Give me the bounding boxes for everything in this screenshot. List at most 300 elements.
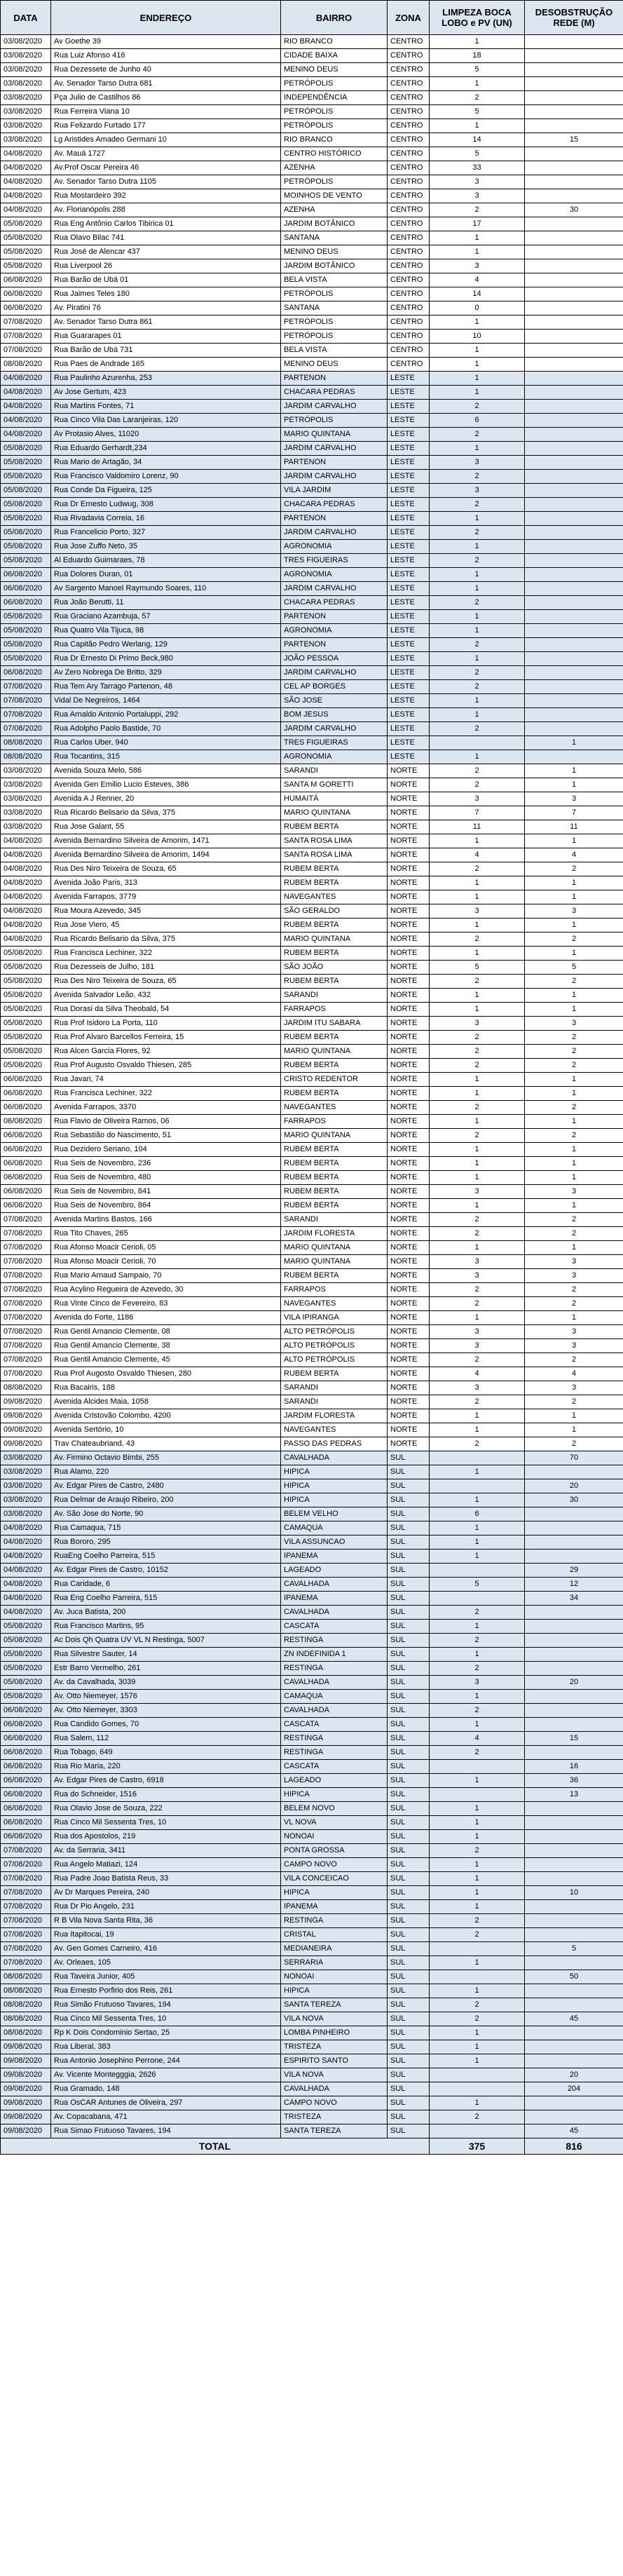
row-unclogging-meters bbox=[525, 344, 623, 358]
table-row bbox=[1, 596, 623, 610]
row-date: 05/08/2020 bbox=[1, 512, 51, 526]
table-row bbox=[1, 2012, 623, 2026]
row-cleaning-count: 10 bbox=[430, 330, 525, 344]
row-address: Ac Dois Qh Quatra UV VL N Restinga, 5007 bbox=[51, 1634, 281, 1648]
row-date: 05/08/2020 bbox=[1, 231, 51, 245]
row-cleaning-count: 1 bbox=[430, 1311, 525, 1325]
row-zone: LESTE bbox=[388, 666, 430, 680]
row-neighborhood: BELA VISTA bbox=[281, 344, 388, 358]
row-unclogging-meters: 5 bbox=[525, 1942, 623, 1956]
table-row bbox=[1, 624, 623, 638]
row-neighborhood: AZENHA bbox=[281, 203, 388, 217]
row-neighborhood: HIPICA bbox=[281, 1788, 388, 1802]
row-cleaning-count: 2 bbox=[430, 1844, 525, 1858]
row-unclogging-meters: 2 bbox=[525, 933, 623, 947]
row-zone: SUL bbox=[388, 1788, 430, 1802]
row-address: Al Eduardo Guimaraes, 78 bbox=[51, 554, 281, 568]
row-address: Av. Piratini 76 bbox=[51, 301, 281, 316]
row-zone: LESTE bbox=[388, 652, 430, 666]
row-cleaning-count bbox=[430, 1942, 525, 1956]
table-row bbox=[1, 610, 623, 624]
row-date: 08/08/2020 bbox=[1, 358, 51, 372]
row-date: 06/08/2020 bbox=[1, 1087, 51, 1101]
row-address: Rua Padre Joao Batista Reus, 33 bbox=[51, 1872, 281, 1886]
header-endereco: ENDEREÇO bbox=[51, 1, 281, 35]
row-date: 03/08/2020 bbox=[1, 792, 51, 806]
row-date: 06/08/2020 bbox=[1, 273, 51, 287]
row-cleaning-count: 18 bbox=[430, 49, 525, 63]
row-cleaning-count: 1 bbox=[430, 1550, 525, 1564]
table-row bbox=[1, 456, 623, 470]
row-address: Rua Prof Augosto Osvaldo Thiesen, 280 bbox=[51, 1367, 281, 1381]
row-date: 09/08/2020 bbox=[1, 1395, 51, 1409]
row-cleaning-count: 14 bbox=[430, 133, 525, 147]
row-address: Rua dos Apostolos, 219 bbox=[51, 1830, 281, 1844]
row-address: Av. Edgar Pires de Castro, 6918 bbox=[51, 1774, 281, 1788]
row-zone: LESTE bbox=[388, 596, 430, 610]
row-neighborhood: JARDIM CARVALHO bbox=[281, 400, 388, 414]
row-neighborhood: JOÃO PESSOA bbox=[281, 652, 388, 666]
row-address: Rua Candido Gomes, 70 bbox=[51, 1718, 281, 1732]
row-unclogging-meters: 2 bbox=[525, 1101, 623, 1115]
row-cleaning-count: 1 bbox=[430, 1984, 525, 1998]
row-unclogging-meters: 13 bbox=[525, 1788, 623, 1802]
total-limpeza: 375 bbox=[430, 2138, 525, 2155]
row-cleaning-count: 2 bbox=[430, 554, 525, 568]
row-zone: NORTE bbox=[388, 933, 430, 947]
table-row bbox=[1, 231, 623, 245]
row-cleaning-count: 2 bbox=[430, 862, 525, 876]
row-neighborhood: JARDIM CARVALHO bbox=[281, 666, 388, 680]
row-neighborhood: PETRÓPOLIS bbox=[281, 330, 388, 344]
table-row bbox=[1, 722, 623, 736]
row-unclogging-meters: 3 bbox=[525, 792, 623, 806]
row-address: Av. Edgar Pires de Castro, 2480 bbox=[51, 1479, 281, 1493]
row-address: Rua Barão de Ubá 731 bbox=[51, 344, 281, 358]
row-zone: SUL bbox=[388, 1676, 430, 1690]
row-date: 07/08/2020 bbox=[1, 1844, 51, 1858]
row-zone: NORTE bbox=[388, 1409, 430, 1423]
row-address: Rua Simao Frutuoso Tavares, 194 bbox=[51, 2124, 281, 2138]
row-neighborhood: BOM JESUS bbox=[281, 708, 388, 722]
row-neighborhood: JARDIM CARVALHO bbox=[281, 722, 388, 736]
row-zone: SUL bbox=[388, 1564, 430, 1578]
row-cleaning-count: 2 bbox=[430, 428, 525, 442]
row-cleaning-count: 1 bbox=[430, 386, 525, 400]
row-neighborhood: FARRAPOS bbox=[281, 1003, 388, 1017]
row-neighborhood: SÃO JOÃO bbox=[281, 961, 388, 975]
row-address: R B Vila Nova Santa Rita, 36 bbox=[51, 1914, 281, 1928]
row-cleaning-count: 1 bbox=[430, 694, 525, 708]
row-date: 04/08/2020 bbox=[1, 1521, 51, 1536]
row-cleaning-count: 1 bbox=[430, 582, 525, 596]
row-address: Avenida Cristovão Colombo, 4200 bbox=[51, 1409, 281, 1423]
row-address: Rua Rivadavia Correia, 16 bbox=[51, 512, 281, 526]
row-address: Rp K Dois Condominio Sertao, 25 bbox=[51, 2026, 281, 2040]
row-date: 08/08/2020 bbox=[1, 736, 51, 750]
row-date: 06/08/2020 bbox=[1, 582, 51, 596]
row-zone: SUL bbox=[388, 1928, 430, 1942]
row-neighborhood: SARANDI bbox=[281, 989, 388, 1003]
row-unclogging-meters: 3 bbox=[525, 1017, 623, 1031]
row-cleaning-count: 1 bbox=[430, 1157, 525, 1171]
table-row bbox=[1, 1493, 623, 1507]
row-address: Av Jose Gertum, 423 bbox=[51, 386, 281, 400]
row-cleaning-count: 3 bbox=[430, 1325, 525, 1339]
row-unclogging-meters bbox=[525, 316, 623, 330]
row-zone: NORTE bbox=[388, 862, 430, 876]
row-unclogging-meters bbox=[525, 2110, 623, 2124]
row-address: Rua Taveira Junior, 405 bbox=[51, 1970, 281, 1984]
row-neighborhood: PETRÓPOLIS bbox=[281, 105, 388, 119]
row-zone: SUL bbox=[388, 2054, 430, 2068]
row-date: 07/08/2020 bbox=[1, 680, 51, 694]
table-row bbox=[1, 2026, 623, 2040]
row-neighborhood: PARTENON bbox=[281, 512, 388, 526]
row-cleaning-count bbox=[430, 1451, 525, 1465]
row-unclogging-meters: 15 bbox=[525, 133, 623, 147]
row-address: Rua Seis de Novembro, 480 bbox=[51, 1171, 281, 1185]
row-zone: NORTE bbox=[388, 1437, 430, 1451]
table-row bbox=[1, 161, 623, 175]
row-date: 05/08/2020 bbox=[1, 554, 51, 568]
row-date: 08/08/2020 bbox=[1, 1970, 51, 1984]
table-row bbox=[1, 2054, 623, 2068]
row-unclogging-meters: 50 bbox=[525, 1970, 623, 1984]
row-neighborhood: CASCATA bbox=[281, 1760, 388, 1774]
row-zone: SUL bbox=[388, 1521, 430, 1536]
row-address: Rua Rio Maria, 220 bbox=[51, 1760, 281, 1774]
row-neighborhood: AZENHA bbox=[281, 161, 388, 175]
row-unclogging-meters: 2 bbox=[525, 1045, 623, 1059]
row-unclogging-meters bbox=[525, 301, 623, 316]
row-address: Av. Florianópolis 288 bbox=[51, 203, 281, 217]
header-row bbox=[1, 1, 623, 35]
row-cleaning-count: 3 bbox=[430, 792, 525, 806]
row-cleaning-count: 1 bbox=[430, 1073, 525, 1087]
row-unclogging-meters: 2 bbox=[525, 975, 623, 989]
row-unclogging-meters: 16 bbox=[525, 1760, 623, 1774]
row-cleaning-count: 5 bbox=[430, 147, 525, 161]
row-zone: CENTRO bbox=[388, 63, 430, 77]
row-neighborhood: RESTINGA bbox=[281, 1634, 388, 1648]
row-date: 07/08/2020 bbox=[1, 722, 51, 736]
row-address: Vidal De Negreiros, 1464 bbox=[51, 694, 281, 708]
row-date: 06/08/2020 bbox=[1, 1101, 51, 1115]
row-zone: SUL bbox=[388, 1704, 430, 1718]
row-address: Avenida Gen Emilio Lucio Esteves, 386 bbox=[51, 778, 281, 792]
table-row bbox=[1, 1521, 623, 1536]
row-address: Rua Martins Fontes, 71 bbox=[51, 400, 281, 414]
table-row bbox=[1, 1353, 623, 1367]
table-row bbox=[1, 680, 623, 694]
row-zone: CENTRO bbox=[388, 189, 430, 203]
row-unclogging-meters bbox=[525, 428, 623, 442]
row-neighborhood: AGRONOMIA bbox=[281, 568, 388, 582]
table-row bbox=[1, 498, 623, 512]
row-cleaning-count: 1 bbox=[430, 2096, 525, 2110]
table-row bbox=[1, 175, 623, 189]
table-row bbox=[1, 540, 623, 554]
row-date: 03/08/2020 bbox=[1, 1465, 51, 1479]
table-row bbox=[1, 2082, 623, 2096]
row-date: 07/08/2020 bbox=[1, 316, 51, 330]
row-zone: NORTE bbox=[388, 806, 430, 820]
row-neighborhood: TRES FIGUEIRAS bbox=[281, 554, 388, 568]
row-date: 05/08/2020 bbox=[1, 624, 51, 638]
row-date: 04/08/2020 bbox=[1, 1550, 51, 1564]
table-row bbox=[1, 1045, 623, 1059]
row-address: Av. Edgar Pires de Castro, 10152 bbox=[51, 1564, 281, 1578]
row-address: Rua Conde Da Figueira, 125 bbox=[51, 484, 281, 498]
row-date: 03/08/2020 bbox=[1, 820, 51, 834]
table-row bbox=[1, 1536, 623, 1550]
row-unclogging-meters bbox=[525, 245, 623, 259]
row-unclogging-meters: 10 bbox=[525, 1886, 623, 1900]
table-row bbox=[1, 834, 623, 848]
table-row bbox=[1, 694, 623, 708]
row-cleaning-count: 3 bbox=[430, 1269, 525, 1283]
row-cleaning-count: 3 bbox=[430, 484, 525, 498]
table-row bbox=[1, 1606, 623, 1620]
table-row bbox=[1, 1297, 623, 1311]
table-row bbox=[1, 652, 623, 666]
row-zone: NORTE bbox=[388, 1269, 430, 1283]
row-zone: LESTE bbox=[388, 680, 430, 694]
table-row bbox=[1, 989, 623, 1003]
table-row bbox=[1, 484, 623, 498]
row-zone: SUL bbox=[388, 1536, 430, 1550]
row-unclogging-meters: 3 bbox=[525, 904, 623, 918]
table-row bbox=[1, 1157, 623, 1171]
row-cleaning-count: 33 bbox=[430, 161, 525, 175]
row-date: 09/08/2020 bbox=[1, 2054, 51, 2068]
row-address: Avenida Alcides Maia, 1058 bbox=[51, 1395, 281, 1409]
row-date: 08/08/2020 bbox=[1, 1984, 51, 1998]
row-cleaning-count: 1 bbox=[430, 1241, 525, 1255]
row-address: Rua Dr Ernesto Di Primo Beck,980 bbox=[51, 652, 281, 666]
table-row bbox=[1, 1213, 623, 1227]
row-unclogging-meters: 1 bbox=[525, 778, 623, 792]
row-address: Rua Jaimes Teles 180 bbox=[51, 287, 281, 301]
row-cleaning-count bbox=[430, 1788, 525, 1802]
row-cleaning-count: 1 bbox=[430, 2040, 525, 2054]
row-cleaning-count: 1 bbox=[430, 316, 525, 330]
row-zone: SUL bbox=[388, 2082, 430, 2096]
row-address: Rua Dolores Duran, 01 bbox=[51, 568, 281, 582]
row-address: Rua Simão Frutuoso Tavares, 194 bbox=[51, 1998, 281, 2012]
table-row bbox=[1, 1507, 623, 1521]
row-address: Rua Acylino Regueira de Azevedo, 30 bbox=[51, 1283, 281, 1297]
row-neighborhood: JARDIM ITU SABARA bbox=[281, 1017, 388, 1031]
row-date: 07/08/2020 bbox=[1, 1914, 51, 1928]
row-cleaning-count: 1 bbox=[430, 2054, 525, 2068]
row-unclogging-meters: 1 bbox=[525, 1199, 623, 1213]
row-cleaning-count bbox=[430, 2082, 525, 2096]
table-row bbox=[1, 1984, 623, 1998]
row-zone: SUL bbox=[388, 1844, 430, 1858]
table-row bbox=[1, 1690, 623, 1704]
table-row bbox=[1, 287, 623, 301]
table-row bbox=[1, 91, 623, 105]
row-zone: SUL bbox=[388, 1606, 430, 1620]
row-address: Av. Gen Gomes Carneiro, 416 bbox=[51, 1942, 281, 1956]
row-neighborhood: AGRONOMIA bbox=[281, 750, 388, 764]
row-neighborhood: JARDIM FLORESTA bbox=[281, 1227, 388, 1241]
row-date: 07/08/2020 bbox=[1, 1255, 51, 1269]
row-unclogging-meters bbox=[525, 1802, 623, 1816]
row-zone: NORTE bbox=[388, 778, 430, 792]
row-address: Rua Jose Zuffo Neto, 35 bbox=[51, 540, 281, 554]
row-unclogging-meters: 2 bbox=[525, 1129, 623, 1143]
row-cleaning-count: 2 bbox=[430, 2012, 525, 2026]
table-row bbox=[1, 1914, 623, 1928]
row-zone: NORTE bbox=[388, 764, 430, 778]
row-date: 04/08/2020 bbox=[1, 428, 51, 442]
table-row bbox=[1, 890, 623, 904]
table-row bbox=[1, 933, 623, 947]
row-zone: CENTRO bbox=[388, 259, 430, 273]
row-neighborhood: RUBEM BERTA bbox=[281, 1199, 388, 1213]
row-unclogging-meters bbox=[525, 372, 623, 386]
row-zone: SUL bbox=[388, 1984, 430, 1998]
row-zone: CENTRO bbox=[388, 231, 430, 245]
table-row bbox=[1, 1437, 623, 1451]
row-unclogging-meters: 70 bbox=[525, 1451, 623, 1465]
row-zone: CENTRO bbox=[388, 287, 430, 301]
row-cleaning-count: 1 bbox=[430, 989, 525, 1003]
row-unclogging-meters bbox=[525, 91, 623, 105]
row-unclogging-meters: 1 bbox=[525, 876, 623, 890]
row-cleaning-count bbox=[430, 736, 525, 750]
row-date: 05/08/2020 bbox=[1, 540, 51, 554]
row-zone: CENTRO bbox=[388, 344, 430, 358]
table-row bbox=[1, 2040, 623, 2054]
table-row bbox=[1, 1844, 623, 1858]
row-neighborhood: RIO BRANCO bbox=[281, 133, 388, 147]
row-address: Rua Dorasi da Silva Theobald, 54 bbox=[51, 1003, 281, 1017]
table-row bbox=[1, 428, 623, 442]
header-limpeza: LIMPEZA BOCA LOBO e PV (UN) bbox=[430, 1, 525, 35]
row-unclogging-meters bbox=[525, 1830, 623, 1844]
row-cleaning-count: 2 bbox=[430, 1928, 525, 1942]
row-address: Av. da Cavalhada, 3039 bbox=[51, 1676, 281, 1690]
row-date: 09/08/2020 bbox=[1, 2082, 51, 2096]
row-date: 06/08/2020 bbox=[1, 1129, 51, 1143]
row-address: Rua Paes de Andrade 165 bbox=[51, 358, 281, 372]
row-date: 04/08/2020 bbox=[1, 147, 51, 161]
row-unclogging-meters: 2 bbox=[525, 1227, 623, 1241]
table-row bbox=[1, 1031, 623, 1045]
table-row bbox=[1, 1942, 623, 1956]
row-neighborhood: TRISTEZA bbox=[281, 2110, 388, 2124]
table-row bbox=[1, 526, 623, 540]
row-zone: SUL bbox=[388, 1451, 430, 1465]
row-address: Avenida Sertório, 10 bbox=[51, 1423, 281, 1437]
row-address: Rua Bororo, 295 bbox=[51, 1536, 281, 1550]
row-unclogging-meters bbox=[525, 1998, 623, 2012]
row-neighborhood: JARDIM BOTÂNICO bbox=[281, 259, 388, 273]
row-neighborhood: NONOAI bbox=[281, 1970, 388, 1984]
table-row bbox=[1, 133, 623, 147]
row-date: 05/08/2020 bbox=[1, 989, 51, 1003]
row-unclogging-meters: 30 bbox=[525, 1493, 623, 1507]
row-address: Rua Prof Alvaro Barcellos Ferreira, 15 bbox=[51, 1031, 281, 1045]
row-neighborhood: VILA CONCEICAO bbox=[281, 1872, 388, 1886]
row-cleaning-count: 17 bbox=[430, 217, 525, 231]
table-row bbox=[1, 1704, 623, 1718]
row-neighborhood: CAMPO NOVO bbox=[281, 1858, 388, 1872]
row-date: 03/08/2020 bbox=[1, 91, 51, 105]
row-cleaning-count: 1 bbox=[430, 1003, 525, 1017]
row-cleaning-count: 1 bbox=[430, 1830, 525, 1844]
row-zone: SUL bbox=[388, 1816, 430, 1830]
row-address: Avenida Bernardino Silveira de Amorim, 1494 bbox=[51, 848, 281, 862]
row-neighborhood: NAVEGANTES bbox=[281, 890, 388, 904]
row-cleaning-count: 2 bbox=[430, 470, 525, 484]
row-address: Rua Quatro Vila Tijuca, 98 bbox=[51, 624, 281, 638]
row-unclogging-meters bbox=[525, 694, 623, 708]
row-date: 04/08/2020 bbox=[1, 862, 51, 876]
row-unclogging-meters: 204 bbox=[525, 2082, 623, 2096]
table-row bbox=[1, 1816, 623, 1830]
table-row bbox=[1, 1970, 623, 1984]
row-zone: LESTE bbox=[388, 428, 430, 442]
row-neighborhood: PETRÓPOLIS bbox=[281, 77, 388, 91]
row-cleaning-count: 2 bbox=[430, 1031, 525, 1045]
row-cleaning-count: 2 bbox=[430, 2110, 525, 2124]
table-row bbox=[1, 666, 623, 680]
row-cleaning-count: 1 bbox=[430, 1199, 525, 1213]
row-cleaning-count: 1 bbox=[430, 876, 525, 890]
table-row bbox=[1, 848, 623, 862]
row-address: Rua Tem Ary Tarrago Partenon, 48 bbox=[51, 680, 281, 694]
table-row bbox=[1, 708, 623, 722]
row-cleaning-count: 2 bbox=[430, 1606, 525, 1620]
row-date: 05/08/2020 bbox=[1, 1620, 51, 1634]
row-date: 06/08/2020 bbox=[1, 1171, 51, 1185]
row-zone: SUL bbox=[388, 1732, 430, 1746]
row-zone: NORTE bbox=[388, 1185, 430, 1199]
row-zone: NORTE bbox=[388, 1381, 430, 1395]
row-zone: CENTRO bbox=[388, 91, 430, 105]
row-date: 04/08/2020 bbox=[1, 175, 51, 189]
row-unclogging-meters bbox=[525, 1662, 623, 1676]
row-date: 05/08/2020 bbox=[1, 470, 51, 484]
row-date: 07/08/2020 bbox=[1, 344, 51, 358]
row-unclogging-meters bbox=[525, 1718, 623, 1732]
row-cleaning-count: 3 bbox=[430, 1339, 525, 1353]
row-unclogging-meters bbox=[525, 259, 623, 273]
row-address: Rua Carlos Uber, 940 bbox=[51, 736, 281, 750]
table-row bbox=[1, 1620, 623, 1634]
row-unclogging-meters bbox=[525, 1648, 623, 1662]
table-row bbox=[1, 904, 623, 918]
row-neighborhood: CHACARA PEDRAS bbox=[281, 386, 388, 400]
row-address: Rua Dr Ernesto Ludwug, 308 bbox=[51, 498, 281, 512]
row-address: Rua Francelicio Porto, 327 bbox=[51, 526, 281, 540]
header-bairro: BAIRRO bbox=[281, 1, 388, 35]
row-neighborhood: ESPIRITO SANTO bbox=[281, 2054, 388, 2068]
table-row bbox=[1, 1956, 623, 1970]
row-address: Avenida Bernardino Silveira de Amorim, 1471 bbox=[51, 834, 281, 848]
table-row bbox=[1, 1115, 623, 1129]
row-date: 05/08/2020 bbox=[1, 259, 51, 273]
table-row bbox=[1, 1465, 623, 1479]
row-address: Rua Silvestre Sauter, 14 bbox=[51, 1648, 281, 1662]
row-date: 04/08/2020 bbox=[1, 386, 51, 400]
table-row bbox=[1, 1676, 623, 1690]
